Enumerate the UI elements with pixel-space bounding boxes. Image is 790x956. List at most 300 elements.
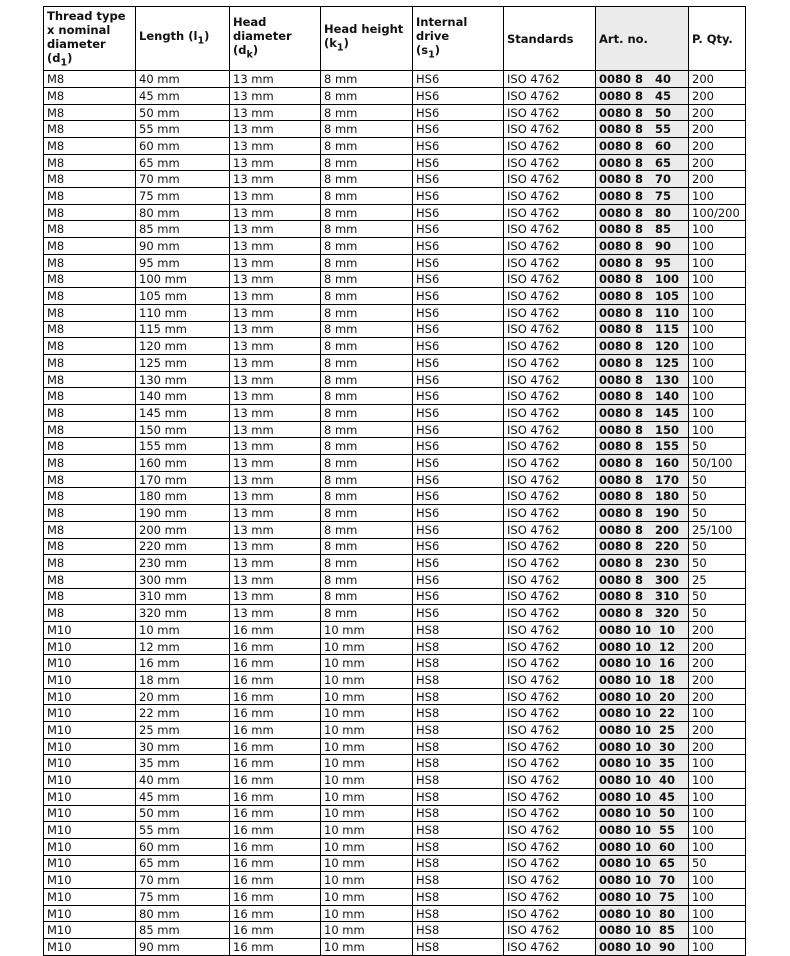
cell-length: 160 mm bbox=[136, 455, 230, 472]
cell-standard: ISO 4762 bbox=[504, 505, 596, 522]
cell-thread: M8 bbox=[44, 321, 136, 338]
cell-thread: M8 bbox=[44, 605, 136, 622]
cell-standard: ISO 4762 bbox=[504, 138, 596, 155]
cell-length: 170 mm bbox=[136, 471, 230, 488]
cell-art-no: 0080 8 170 bbox=[596, 471, 689, 488]
cell-internal-drive: HS8 bbox=[413, 922, 504, 939]
table-row bbox=[44, 538, 746, 555]
cell-head-height: 8 mm bbox=[321, 304, 413, 321]
table-row bbox=[44, 288, 746, 305]
cell-length: 22 mm bbox=[136, 705, 230, 722]
cell-thread: M8 bbox=[44, 388, 136, 405]
cell-thread: M8 bbox=[44, 471, 136, 488]
cell-pqty: 200 bbox=[689, 672, 746, 689]
cell-head-height: 10 mm bbox=[321, 655, 413, 672]
cell-internal-drive: HS6 bbox=[413, 354, 504, 371]
cell-length: 220 mm bbox=[136, 538, 230, 555]
cell-internal-drive: HS8 bbox=[413, 838, 504, 855]
cell-art-no: 0080 8 140 bbox=[596, 388, 689, 405]
cell-art-no: 0080 8 105 bbox=[596, 288, 689, 305]
cell-pqty: 25/100 bbox=[689, 521, 746, 538]
table-row bbox=[44, 354, 746, 371]
table-row bbox=[44, 238, 746, 255]
cell-length: 65 mm bbox=[136, 154, 230, 171]
cell-head-height: 8 mm bbox=[321, 338, 413, 355]
table-row bbox=[44, 254, 746, 271]
cell-thread: M8 bbox=[44, 271, 136, 288]
cell-standard: ISO 4762 bbox=[504, 738, 596, 755]
cell-art-no: 0080 10 85 bbox=[596, 922, 689, 939]
cell-standard: ISO 4762 bbox=[504, 621, 596, 638]
cell-length: 150 mm bbox=[136, 421, 230, 438]
cell-pqty: 200 bbox=[689, 71, 746, 88]
cell-head-diameter: 16 mm bbox=[230, 621, 321, 638]
cell-internal-drive: HS6 bbox=[413, 271, 504, 288]
table-row bbox=[44, 405, 746, 422]
cell-head-diameter: 13 mm bbox=[230, 188, 321, 205]
table-row bbox=[44, 471, 746, 488]
cell-length: 125 mm bbox=[136, 354, 230, 371]
cell-art-no: 0080 8 100 bbox=[596, 271, 689, 288]
cell-pqty: 25 bbox=[689, 571, 746, 588]
cell-pqty: 200 bbox=[689, 722, 746, 739]
table-row bbox=[44, 138, 746, 155]
cell-head-diameter: 16 mm bbox=[230, 855, 321, 872]
cell-head-diameter: 13 mm bbox=[230, 605, 321, 622]
cell-thread: M10 bbox=[44, 688, 136, 705]
cell-head-height: 8 mm bbox=[321, 104, 413, 121]
cell-art-no: 0080 8 45 bbox=[596, 87, 689, 104]
cell-thread: M10 bbox=[44, 822, 136, 839]
cell-length: 85 mm bbox=[136, 221, 230, 238]
cell-thread: M10 bbox=[44, 888, 136, 905]
cell-pqty: 50 bbox=[689, 855, 746, 872]
cell-length: 310 mm bbox=[136, 588, 230, 605]
cell-internal-drive: HS6 bbox=[413, 188, 504, 205]
cell-standard: ISO 4762 bbox=[504, 438, 596, 455]
cell-head-height: 8 mm bbox=[321, 254, 413, 271]
cell-art-no: 0080 10 35 bbox=[596, 755, 689, 772]
cell-internal-drive: HS6 bbox=[413, 321, 504, 338]
cell-art-no: 0080 8 60 bbox=[596, 138, 689, 155]
table-row bbox=[44, 521, 746, 538]
cell-length: 35 mm bbox=[136, 755, 230, 772]
table-row bbox=[44, 71, 746, 88]
cell-standard: ISO 4762 bbox=[504, 872, 596, 889]
cell-head-height: 8 mm bbox=[321, 471, 413, 488]
cell-head-diameter: 16 mm bbox=[230, 805, 321, 822]
cell-standard: ISO 4762 bbox=[504, 405, 596, 422]
cell-thread: M8 bbox=[44, 555, 136, 572]
cell-length: 110 mm bbox=[136, 304, 230, 321]
cell-head-diameter: 13 mm bbox=[230, 154, 321, 171]
cell-internal-drive: HS6 bbox=[413, 288, 504, 305]
cell-head-height: 8 mm bbox=[321, 421, 413, 438]
cell-head-height: 8 mm bbox=[321, 505, 413, 522]
cell-standard: ISO 4762 bbox=[504, 655, 596, 672]
cell-pqty: 200 bbox=[689, 688, 746, 705]
table-row bbox=[44, 605, 746, 622]
cell-internal-drive: HS8 bbox=[413, 822, 504, 839]
cell-art-no: 0080 10 18 bbox=[596, 672, 689, 689]
cell-head-height: 8 mm bbox=[321, 87, 413, 104]
cell-head-height: 8 mm bbox=[321, 571, 413, 588]
cell-art-no: 0080 8 50 bbox=[596, 104, 689, 121]
cell-art-no: 0080 10 16 bbox=[596, 655, 689, 672]
cell-length: 80 mm bbox=[136, 905, 230, 922]
cell-length: 115 mm bbox=[136, 321, 230, 338]
header-head-height: Head height $(k_1)$ bbox=[321, 7, 413, 71]
cell-pqty: 100 bbox=[689, 872, 746, 889]
cell-length: 90 mm bbox=[136, 238, 230, 255]
cell-head-diameter: 16 mm bbox=[230, 655, 321, 672]
cell-pqty: 50 bbox=[689, 588, 746, 605]
cell-internal-drive: HS6 bbox=[413, 238, 504, 255]
table-row bbox=[44, 271, 746, 288]
cell-pqty: 100 bbox=[689, 421, 746, 438]
cell-head-height: 10 mm bbox=[321, 922, 413, 939]
cell-art-no: 0080 8 80 bbox=[596, 204, 689, 221]
cell-internal-drive: HS8 bbox=[413, 638, 504, 655]
cell-internal-drive: HS6 bbox=[413, 121, 504, 138]
cell-length: 75 mm bbox=[136, 188, 230, 205]
cell-pqty: 100 bbox=[689, 388, 746, 405]
cell-head-diameter: 16 mm bbox=[230, 638, 321, 655]
cell-head-diameter: 13 mm bbox=[230, 71, 321, 88]
cell-head-height: 10 mm bbox=[321, 888, 413, 905]
cell-head-diameter: 16 mm bbox=[230, 772, 321, 789]
cell-length: 320 mm bbox=[136, 605, 230, 622]
cell-thread: M8 bbox=[44, 221, 136, 238]
table-row bbox=[44, 922, 746, 939]
cell-thread: M8 bbox=[44, 204, 136, 221]
cell-internal-drive: HS8 bbox=[413, 672, 504, 689]
cell-length: 40 mm bbox=[136, 772, 230, 789]
table-row bbox=[44, 838, 746, 855]
cell-standard: ISO 4762 bbox=[504, 71, 596, 88]
cell-internal-drive: HS8 bbox=[413, 939, 504, 956]
cell-thread: M10 bbox=[44, 905, 136, 922]
cell-head-diameter: 16 mm bbox=[230, 738, 321, 755]
cell-thread: M10 bbox=[44, 738, 136, 755]
cell-standard: ISO 4762 bbox=[504, 321, 596, 338]
cell-head-diameter: 13 mm bbox=[230, 271, 321, 288]
cell-head-height: 10 mm bbox=[321, 705, 413, 722]
cell-head-height: 8 mm bbox=[321, 221, 413, 238]
cell-length: 40 mm bbox=[136, 71, 230, 88]
cell-standard: ISO 4762 bbox=[504, 304, 596, 321]
cell-head-diameter: 13 mm bbox=[230, 338, 321, 355]
cell-pqty: 100 bbox=[689, 805, 746, 822]
cell-art-no: 0080 10 55 bbox=[596, 822, 689, 839]
table-row bbox=[44, 805, 746, 822]
cell-art-no: 0080 8 120 bbox=[596, 338, 689, 355]
cell-thread: M8 bbox=[44, 188, 136, 205]
cell-length: 90 mm bbox=[136, 939, 230, 956]
cell-standard: ISO 4762 bbox=[504, 822, 596, 839]
cell-head-diameter: 16 mm bbox=[230, 939, 321, 956]
cell-internal-drive: HS6 bbox=[413, 555, 504, 572]
cell-art-no: 0080 8 145 bbox=[596, 405, 689, 422]
cell-head-diameter: 16 mm bbox=[230, 788, 321, 805]
cell-thread: M10 bbox=[44, 755, 136, 772]
cell-length: 95 mm bbox=[136, 254, 230, 271]
cell-thread: M8 bbox=[44, 121, 136, 138]
cell-standard: ISO 4762 bbox=[504, 87, 596, 104]
cell-pqty: 100 bbox=[689, 922, 746, 939]
cell-length: 145 mm bbox=[136, 405, 230, 422]
cell-art-no: 0080 8 155 bbox=[596, 438, 689, 455]
cell-internal-drive: HS6 bbox=[413, 304, 504, 321]
cell-internal-drive: HS6 bbox=[413, 588, 504, 605]
cell-pqty: 100 bbox=[689, 888, 746, 905]
cell-head-height: 8 mm bbox=[321, 605, 413, 622]
cell-head-diameter: 13 mm bbox=[230, 588, 321, 605]
cell-length: 80 mm bbox=[136, 204, 230, 221]
cell-standard: ISO 4762 bbox=[504, 204, 596, 221]
table-row bbox=[44, 204, 746, 221]
cell-length: 100 mm bbox=[136, 271, 230, 288]
cell-pqty: 200 bbox=[689, 738, 746, 755]
cell-standard: ISO 4762 bbox=[504, 855, 596, 872]
table-row bbox=[44, 338, 746, 355]
cell-head-height: 10 mm bbox=[321, 788, 413, 805]
cell-head-height: 8 mm bbox=[321, 71, 413, 88]
table-row bbox=[44, 638, 746, 655]
cell-standard: ISO 4762 bbox=[504, 888, 596, 905]
cell-head-height: 10 mm bbox=[321, 905, 413, 922]
cell-internal-drive: HS8 bbox=[413, 888, 504, 905]
cell-thread: M10 bbox=[44, 855, 136, 872]
cell-art-no: 0080 8 115 bbox=[596, 321, 689, 338]
cell-internal-drive: HS8 bbox=[413, 905, 504, 922]
cell-standard: ISO 4762 bbox=[504, 772, 596, 789]
cell-standard: ISO 4762 bbox=[504, 121, 596, 138]
header-standards: Standards bbox=[504, 7, 596, 71]
cell-head-diameter: 13 mm bbox=[230, 104, 321, 121]
cell-head-height: 8 mm bbox=[321, 371, 413, 388]
cell-standard: ISO 4762 bbox=[504, 338, 596, 355]
cell-length: 55 mm bbox=[136, 121, 230, 138]
cell-head-height: 8 mm bbox=[321, 538, 413, 555]
header-art-no: Art. no. bbox=[596, 7, 689, 71]
cell-art-no: 0080 10 70 bbox=[596, 872, 689, 889]
cell-art-no: 0080 10 30 bbox=[596, 738, 689, 755]
cell-pqty: 100 bbox=[689, 772, 746, 789]
cell-internal-drive: HS6 bbox=[413, 104, 504, 121]
cell-pqty: 200 bbox=[689, 655, 746, 672]
cell-head-diameter: 13 mm bbox=[230, 87, 321, 104]
cell-thread: M8 bbox=[44, 455, 136, 472]
cell-standard: ISO 4762 bbox=[504, 588, 596, 605]
cell-head-diameter: 13 mm bbox=[230, 538, 321, 555]
cell-thread: M8 bbox=[44, 87, 136, 104]
cell-standard: ISO 4762 bbox=[504, 672, 596, 689]
cell-head-height: 10 mm bbox=[321, 672, 413, 689]
header-internal-drive: Internal drive $(s_1)$ bbox=[413, 7, 504, 71]
cell-head-diameter: 13 mm bbox=[230, 288, 321, 305]
cell-internal-drive: HS8 bbox=[413, 688, 504, 705]
cell-pqty: 100 bbox=[689, 354, 746, 371]
cell-head-height: 8 mm bbox=[321, 521, 413, 538]
cell-head-height: 10 mm bbox=[321, 939, 413, 956]
cell-pqty: 100 bbox=[689, 188, 746, 205]
cell-standard: ISO 4762 bbox=[504, 805, 596, 822]
cell-head-height: 10 mm bbox=[321, 638, 413, 655]
cell-length: 300 mm bbox=[136, 571, 230, 588]
cell-head-diameter: 13 mm bbox=[230, 238, 321, 255]
cell-thread: M10 bbox=[44, 788, 136, 805]
table-row bbox=[44, 822, 746, 839]
cell-head-diameter: 16 mm bbox=[230, 922, 321, 939]
cell-pqty: 100 bbox=[689, 304, 746, 321]
cell-art-no: 0080 10 65 bbox=[596, 855, 689, 872]
cell-head-height: 8 mm bbox=[321, 171, 413, 188]
cell-art-no: 0080 8 300 bbox=[596, 571, 689, 588]
cell-internal-drive: HS6 bbox=[413, 171, 504, 188]
cell-head-diameter: 13 mm bbox=[230, 471, 321, 488]
cell-pqty: 100 bbox=[689, 288, 746, 305]
table-row bbox=[44, 371, 746, 388]
cell-pqty: 100 bbox=[689, 905, 746, 922]
cell-internal-drive: HS8 bbox=[413, 872, 504, 889]
cell-length: 25 mm bbox=[136, 722, 230, 739]
cell-standard: ISO 4762 bbox=[504, 788, 596, 805]
cell-head-height: 8 mm bbox=[321, 321, 413, 338]
cell-internal-drive: HS6 bbox=[413, 221, 504, 238]
cell-thread: M8 bbox=[44, 354, 136, 371]
cell-head-diameter: 16 mm bbox=[230, 905, 321, 922]
cell-head-diameter: 16 mm bbox=[230, 822, 321, 839]
table-body bbox=[44, 71, 746, 955]
cell-head-height: 10 mm bbox=[321, 855, 413, 872]
cell-length: 230 mm bbox=[136, 555, 230, 572]
cell-length: 12 mm bbox=[136, 638, 230, 655]
cell-art-no: 0080 10 20 bbox=[596, 688, 689, 705]
cell-pqty: 100 bbox=[689, 254, 746, 271]
cell-standard: ISO 4762 bbox=[504, 221, 596, 238]
cell-head-height: 8 mm bbox=[321, 455, 413, 472]
cell-length: 105 mm bbox=[136, 288, 230, 305]
cell-internal-drive: HS8 bbox=[413, 755, 504, 772]
cell-length: 45 mm bbox=[136, 788, 230, 805]
table-row bbox=[44, 855, 746, 872]
cell-standard: ISO 4762 bbox=[504, 488, 596, 505]
table-row bbox=[44, 171, 746, 188]
cell-art-no: 0080 10 25 bbox=[596, 722, 689, 739]
header-pqty: P. Qty. bbox=[689, 7, 746, 71]
cell-head-diameter: 16 mm bbox=[230, 672, 321, 689]
cell-art-no: 0080 8 125 bbox=[596, 354, 689, 371]
cell-thread: M10 bbox=[44, 772, 136, 789]
table-row bbox=[44, 621, 746, 638]
header-thread-type: Thread type x nominal diameter $(d_1)$ bbox=[44, 7, 136, 71]
cell-head-diameter: 13 mm bbox=[230, 138, 321, 155]
cell-head-height: 8 mm bbox=[321, 271, 413, 288]
table-row bbox=[44, 705, 746, 722]
table-row bbox=[44, 655, 746, 672]
cell-head-height: 8 mm bbox=[321, 288, 413, 305]
cell-pqty: 200 bbox=[689, 621, 746, 638]
cell-thread: M10 bbox=[44, 638, 136, 655]
table-row bbox=[44, 738, 746, 755]
cell-head-height: 10 mm bbox=[321, 772, 413, 789]
cell-thread: M8 bbox=[44, 438, 136, 455]
cell-head-diameter: 13 mm bbox=[230, 121, 321, 138]
cell-head-height: 8 mm bbox=[321, 188, 413, 205]
cell-head-diameter: 13 mm bbox=[230, 438, 321, 455]
cell-internal-drive: HS6 bbox=[413, 571, 504, 588]
cell-pqty: 100/200 bbox=[689, 204, 746, 221]
table-row bbox=[44, 121, 746, 138]
cell-head-height: 8 mm bbox=[321, 588, 413, 605]
cell-pqty: 50 bbox=[689, 605, 746, 622]
table-row bbox=[44, 939, 746, 956]
cell-standard: ISO 4762 bbox=[504, 388, 596, 405]
cell-art-no: 0080 8 320 bbox=[596, 605, 689, 622]
cell-pqty: 200 bbox=[689, 154, 746, 171]
cell-standard: ISO 4762 bbox=[504, 555, 596, 572]
cell-art-no: 0080 8 160 bbox=[596, 455, 689, 472]
cell-art-no: 0080 8 85 bbox=[596, 221, 689, 238]
table-row bbox=[44, 438, 746, 455]
cell-thread: M8 bbox=[44, 154, 136, 171]
cell-head-diameter: 16 mm bbox=[230, 838, 321, 855]
cell-thread: M8 bbox=[44, 71, 136, 88]
cell-head-height: 8 mm bbox=[321, 438, 413, 455]
cell-head-diameter: 13 mm bbox=[230, 354, 321, 371]
cell-pqty: 100 bbox=[689, 838, 746, 855]
cell-head-height: 8 mm bbox=[321, 138, 413, 155]
cell-length: 10 mm bbox=[136, 621, 230, 638]
cell-head-diameter: 13 mm bbox=[230, 455, 321, 472]
cell-thread: M8 bbox=[44, 254, 136, 271]
cell-head-height: 8 mm bbox=[321, 388, 413, 405]
cell-pqty: 50 bbox=[689, 488, 746, 505]
table-row bbox=[44, 321, 746, 338]
cell-pqty: 200 bbox=[689, 638, 746, 655]
cell-pqty: 50 bbox=[689, 538, 746, 555]
cell-internal-drive: HS6 bbox=[413, 388, 504, 405]
cell-length: 30 mm bbox=[136, 738, 230, 755]
cell-art-no: 0080 8 190 bbox=[596, 505, 689, 522]
cell-internal-drive: HS6 bbox=[413, 471, 504, 488]
table-row bbox=[44, 555, 746, 572]
cell-pqty: 100 bbox=[689, 371, 746, 388]
table-row bbox=[44, 304, 746, 321]
cell-head-height: 8 mm bbox=[321, 405, 413, 422]
cell-standard: ISO 4762 bbox=[504, 838, 596, 855]
cell-head-height: 10 mm bbox=[321, 822, 413, 839]
cell-thread: M8 bbox=[44, 288, 136, 305]
cell-art-no: 0080 10 80 bbox=[596, 905, 689, 922]
cell-length: 130 mm bbox=[136, 371, 230, 388]
cell-length: 85 mm bbox=[136, 922, 230, 939]
cell-art-no: 0080 10 45 bbox=[596, 788, 689, 805]
cell-pqty: 50 bbox=[689, 505, 746, 522]
cell-pqty: 100 bbox=[689, 338, 746, 355]
cell-head-diameter: 13 mm bbox=[230, 304, 321, 321]
cell-art-no: 0080 8 180 bbox=[596, 488, 689, 505]
cell-thread: M8 bbox=[44, 571, 136, 588]
cell-standard: ISO 4762 bbox=[504, 605, 596, 622]
cell-thread: M8 bbox=[44, 338, 136, 355]
cell-standard: ISO 4762 bbox=[504, 705, 596, 722]
cell-internal-drive: HS8 bbox=[413, 722, 504, 739]
cell-art-no: 0080 8 220 bbox=[596, 538, 689, 555]
table-row bbox=[44, 421, 746, 438]
cell-internal-drive: HS8 bbox=[413, 788, 504, 805]
